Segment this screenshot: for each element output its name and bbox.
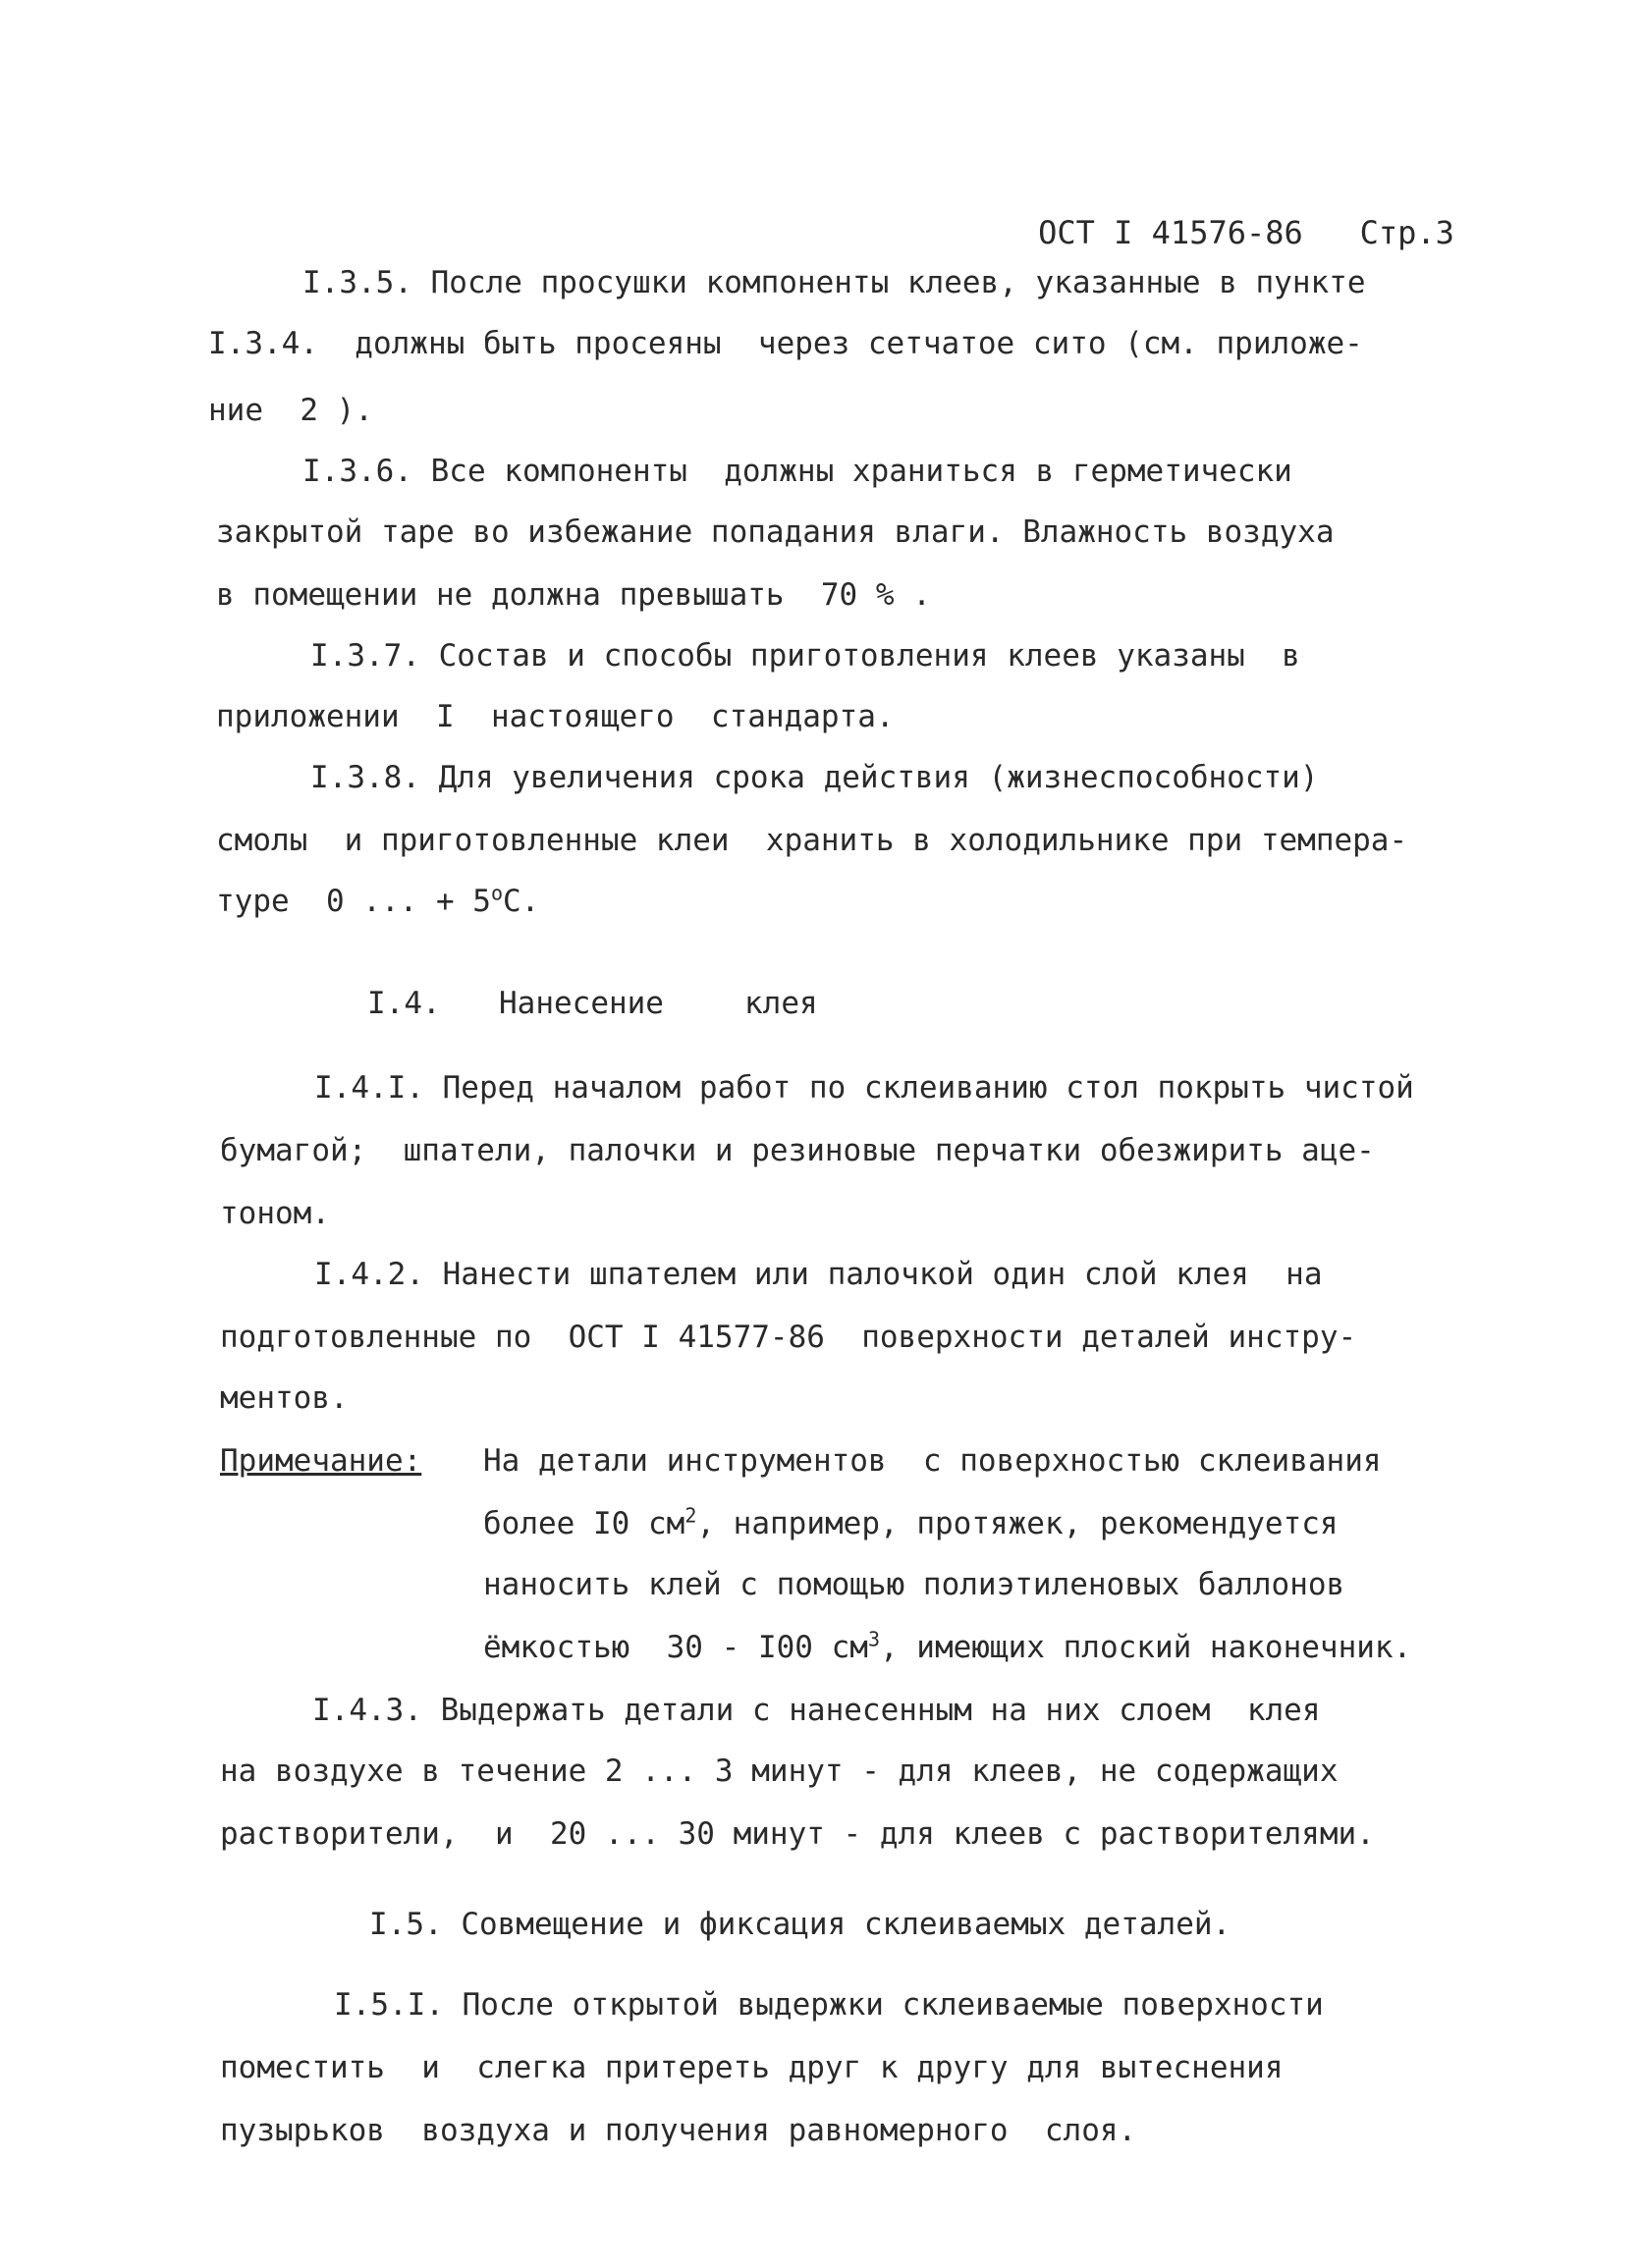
paragraph-1-3-6-line-3: в помещении не должна превышать 70 % . (216, 577, 931, 613)
paragraph-1-5-1-line-1: I.5.I. После открытой выдержки склеиваемые поверхности (334, 1987, 1324, 2023)
paragraph-1-4-2-line-3: ментов. (220, 1380, 349, 1416)
section-1-4-title-2: клея (744, 986, 818, 1021)
paragraph-1-3-5-line-2: I.3.4. должны быть просеяны через сетчатое сито (см. приложе- (208, 326, 1363, 361)
paragraph-1-4-3-line-3: растворители, и 20 ... 30 минут - для клеев с растворителями. (220, 1816, 1375, 1852)
paragraph-1-4-1-line-3: тоном. (220, 1196, 330, 1231)
paragraph-1-3-5-line-1: I.3.5. После просушки компоненты клеев, указанные в пункте (302, 265, 1366, 300)
section-1-4-number: I.4. (367, 986, 441, 1021)
note-line-2: более I0 $см^2$, например, протяжек, рекомендуется (483, 1503, 1339, 1541)
note-line-4: ёмкостью 30 - I00 $см^3$, имеющих плоский наконечник. (483, 1627, 1412, 1665)
paragraph-1-5-1-line-3: пузырьков воздуха и получения равномерного слоя. (220, 2113, 1137, 2148)
paragraph-1-4-3-line-1: I.4.3. Выдержать детали с нанесенным на них слоем клея (312, 1693, 1321, 1728)
paragraph-1-3-5-line-3: ние 2 ). (208, 393, 373, 428)
paragraph-1-3-6-line-1: I.3.6. Все компоненты должны храниться в герметически (302, 454, 1292, 489)
section-1-5-title: I.5. Совмещение и фиксация склеиваемых деталей. (369, 1907, 1231, 1942)
paragraph-1-4-2-line-1: I.4.2. Нанести шпателем или палочкой один слой клея на (314, 1257, 1323, 1292)
paragraph-1-4-1-line-2: бумагой; шпатели, палочки и резиновые перчатки обезжирить аце- (220, 1133, 1375, 1168)
paragraph-1-3-8-line-1: I.3.8. Для увеличения срока действия (жизнеспособности) (310, 760, 1319, 795)
paragraph-1-4-2-line-2: подготовленные по ОСТ I 41577-86 поверхности деталей инстру- (220, 1320, 1357, 1355)
paragraph-1-4-1-line-1: I.4.I. Перед началом работ по склеиванию стол покрыть чистой (314, 1070, 1414, 1106)
note-line-3: наносить клей с помощью полиэтиленовых баллонов (483, 1567, 1345, 1602)
document-id: ОСТ I 41576-86 (1038, 214, 1303, 251)
page-number: Стр.3 (1359, 214, 1454, 251)
paragraph-1-3-7-line-1: I.3.7. Состав и способы приготовления клеев указаны в (310, 638, 1300, 674)
section-1-4-title: Нанесение (499, 986, 664, 1021)
note-label: Примечание: (220, 1443, 422, 1479)
paragraph-1-3-7-line-2: приложении I настоящего стандарта. (216, 699, 895, 734)
paragraph-1-3-6-line-2: закрытой таре во избежание попадания влаги. Влажность воздуха (216, 514, 1335, 550)
paragraph-1-3-8-line-2: смолы и приготовленные клеи хранить в холодильнике при темпера- (216, 823, 1408, 858)
note-line-1: На детали инструментов с поверхностью склеивания (483, 1443, 1382, 1479)
paragraph-1-5-1-line-2: поместить и слегка притереть друг к другу для вытеснения (220, 2050, 1284, 2085)
paragraph-1-3-8-line-3: туре 0 ... + $5^оС$. (216, 881, 540, 919)
paragraph-1-4-3-line-2: на воздухе в течение 2 ... 3 минут - для клеев, не содержащих (220, 1754, 1339, 1789)
